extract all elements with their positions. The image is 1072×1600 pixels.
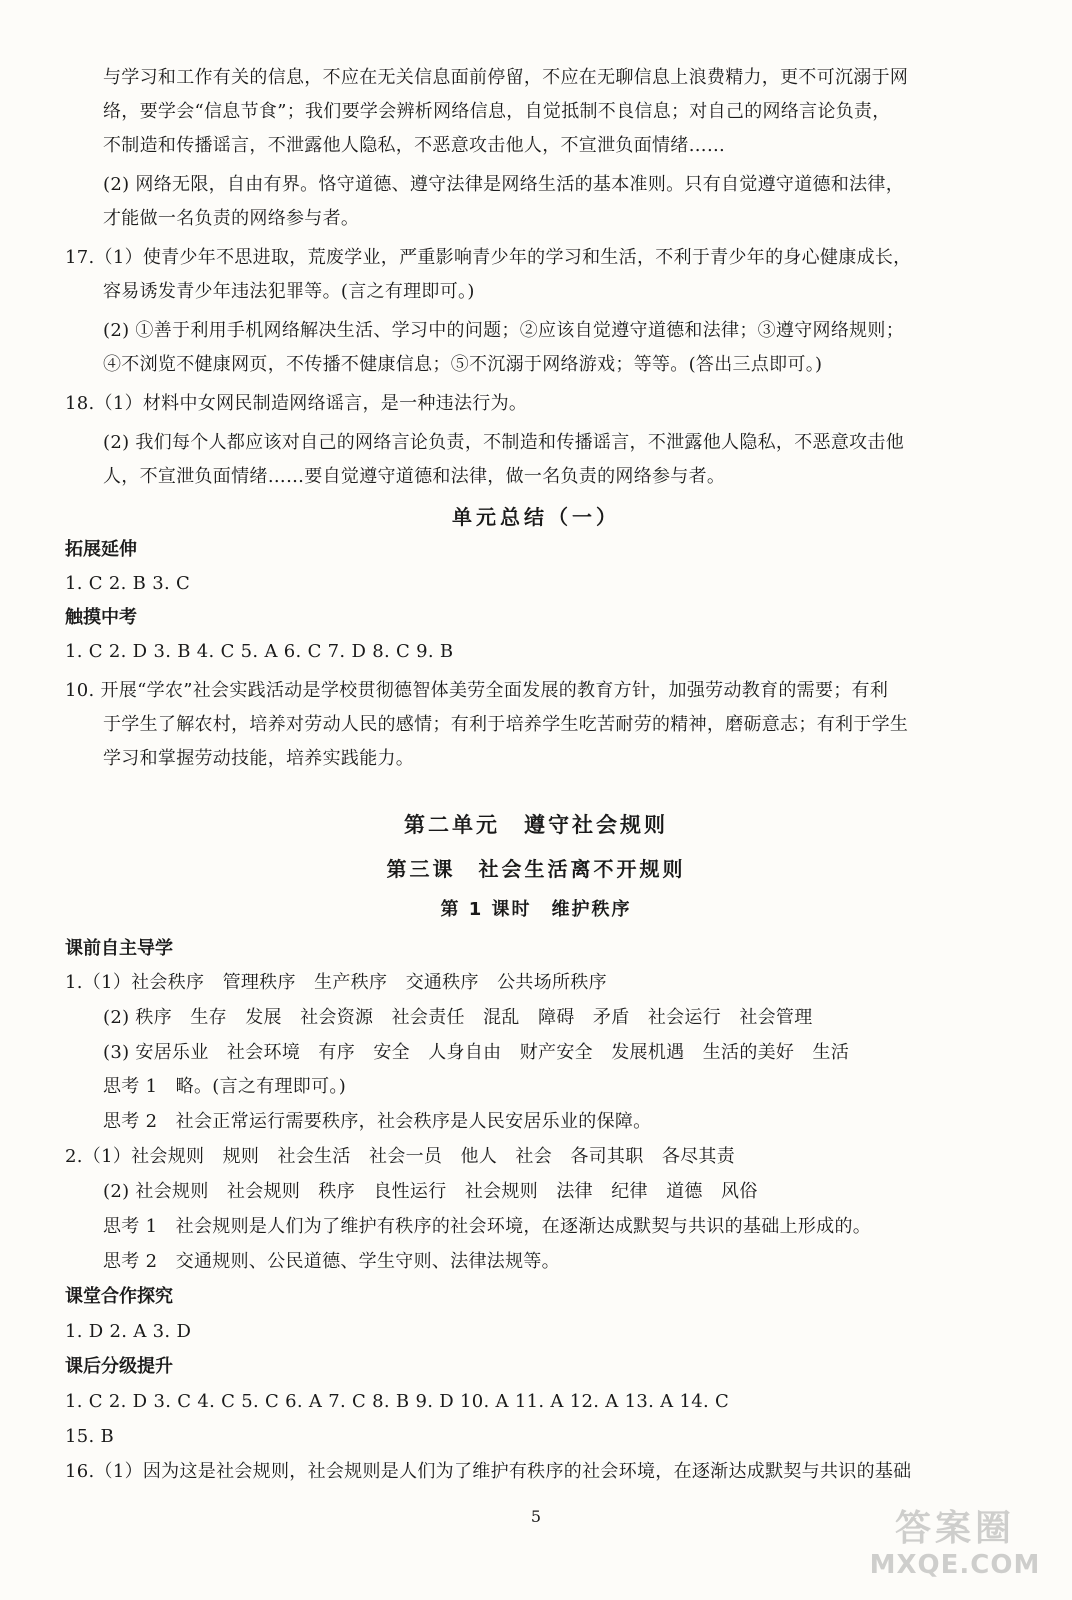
answer-line: 1. C 2. D 3. C 4. C 5. C 6. A 7. C 8. B 9. D 10. A 11. A 12. A 13. A 14. C bbox=[65, 1391, 730, 1412]
answer-line: 1.（1）社会秩序 管理秩序 生产秩序 交通秩序 公共场所秩序 bbox=[65, 972, 607, 993]
text-line: ④不浏览不健康网页，不传播不健康信息；⑤不沉溺于网络游戏；等等。(答出三点即可。) bbox=[103, 354, 823, 375]
text-line: 才能做一名负责的网络参与者。 bbox=[103, 208, 360, 229]
text-line: (2) ①善于利用手机网络解决生活、学习中的问题；②应该自觉遵守道德和法律；③遵守网络规则； bbox=[103, 320, 905, 341]
watermark-url: MXQE.COM bbox=[869, 1550, 1041, 1580]
answer-line: 1. C 2. B 3. C bbox=[65, 573, 191, 594]
lesson-title: 第三课 社会生活离不开规则 bbox=[386, 857, 686, 881]
text-line: 16.（1）因为这是社会规则，社会规则是人们为了维护有秩序的社会环境，在逐渐达成默契与共识的基础 bbox=[65, 1461, 912, 1482]
text-line: 学习和掌握劳动技能，培养实践能力。 bbox=[103, 748, 415, 769]
text-line: 人，不宣泄负面情绪……要自觉遵守道德和法律，做一名负责的网络参与者。 bbox=[103, 466, 726, 487]
answer-line: 1. D 2. A 3. D bbox=[65, 1321, 192, 1342]
text-line: 于学生了解农村，培养对劳动人民的感情；有利于培养学生吃苦耐劳的精神，磨砺意志；有利于学生 bbox=[103, 714, 909, 735]
answer-line: (2) 秩序 生存 发展 社会资源 社会责任 混乱 障碍 矛盾 社会运行 社会管理 bbox=[103, 1007, 813, 1028]
text-line: 容易诱发青少年违法犯罪等。(言之有理即可。) bbox=[103, 281, 475, 302]
watermark-logo bbox=[860, 1496, 1050, 1586]
watermark-title: 答案圈 bbox=[894, 1508, 1015, 1549]
period-title: 第 1 课时 维护秩序 bbox=[440, 899, 632, 920]
text-line: (2) 网络无限，自由有界。恪守道德、遵守法律是网络生活的基本准则。只有自觉遵守道德和法律， bbox=[103, 174, 905, 195]
unit-title: 第二单元 遵守社会规则 bbox=[404, 813, 668, 837]
section-title: 单元总结（一） bbox=[452, 505, 620, 529]
answer-line: 15. B bbox=[65, 1426, 115, 1447]
text-line: 与学习和工作有关的信息，不应在无关信息面前停留，不应在无聊信息上浪费精力，更不可沉溺于网 bbox=[103, 67, 909, 88]
section-heading: 触摸中考 bbox=[65, 607, 137, 628]
section-heading: 拓展延伸 bbox=[65, 539, 137, 560]
answer-line: (2) 社会规则 社会规则 秩序 良性运行 社会规则 法律 纪律 道德 风俗 bbox=[103, 1181, 758, 1202]
answer-line: (3) 安居乐业 社会环境 有序 安全 人身自由 财产安全 发展机遇 生活的美好 生活 bbox=[103, 1042, 850, 1063]
section-heading: 课堂合作探究 bbox=[65, 1286, 173, 1307]
section-heading: 课后分级提升 bbox=[65, 1356, 173, 1377]
answer-line: 1. C 2. D 3. B 4. C 5. A 6. C 7. D 8. C 9. B bbox=[65, 641, 454, 662]
section-heading: 课前自主导学 bbox=[65, 938, 173, 959]
text-line: (2) 我们每个人都应该对自己的网络言论负责，不制造和传播谣言，不泄露他人隐私，不恶意攻击他 bbox=[103, 432, 905, 453]
answer-line: 2.（1）社会规则 规则 社会生活 社会一员 他人 社会 各司其职 各尽其责 bbox=[65, 1146, 736, 1167]
text-line: 10. 开展“学农”社会实践活动是学校贯彻德智体美劳全面发展的教育方针，加强劳动教育的需要；有利 bbox=[65, 680, 889, 701]
answer-line: 思考 1 社会规则是人们为了维护有秩序的社会环境，在逐渐达成默契与共识的基础上形成的。 bbox=[103, 1216, 872, 1237]
answer-line: 思考 2 社会正常运行需要秩序，社会秩序是人民安居乐业的保障。 bbox=[103, 1111, 652, 1132]
page-number: 5 bbox=[530, 1507, 542, 1526]
text-line: 17.（1）使青少年不思进取，荒废学业，严重影响青少年的学习和生活，不利于青少年的身心健康成长， bbox=[65, 247, 912, 268]
text-line: 络，要学会“信息节食”；我们要学会辨析网络信息，自觉抵制不良信息；对自己的网络言论负责， bbox=[103, 101, 891, 122]
answer-line: 思考 2 交通规则、公民道德、学生守则、法律法规等。 bbox=[103, 1251, 560, 1272]
text-line: 不制造和传播谣言，不泄露他人隐私，不恶意攻击他人，不宣泄负面情绪…… bbox=[103, 135, 726, 156]
text-line: 18.（1）材料中女网民制造网络谣言，是一种违法行为。 bbox=[65, 393, 528, 414]
answer-line: 思考 1 略。(言之有理即可。) bbox=[103, 1076, 347, 1097]
